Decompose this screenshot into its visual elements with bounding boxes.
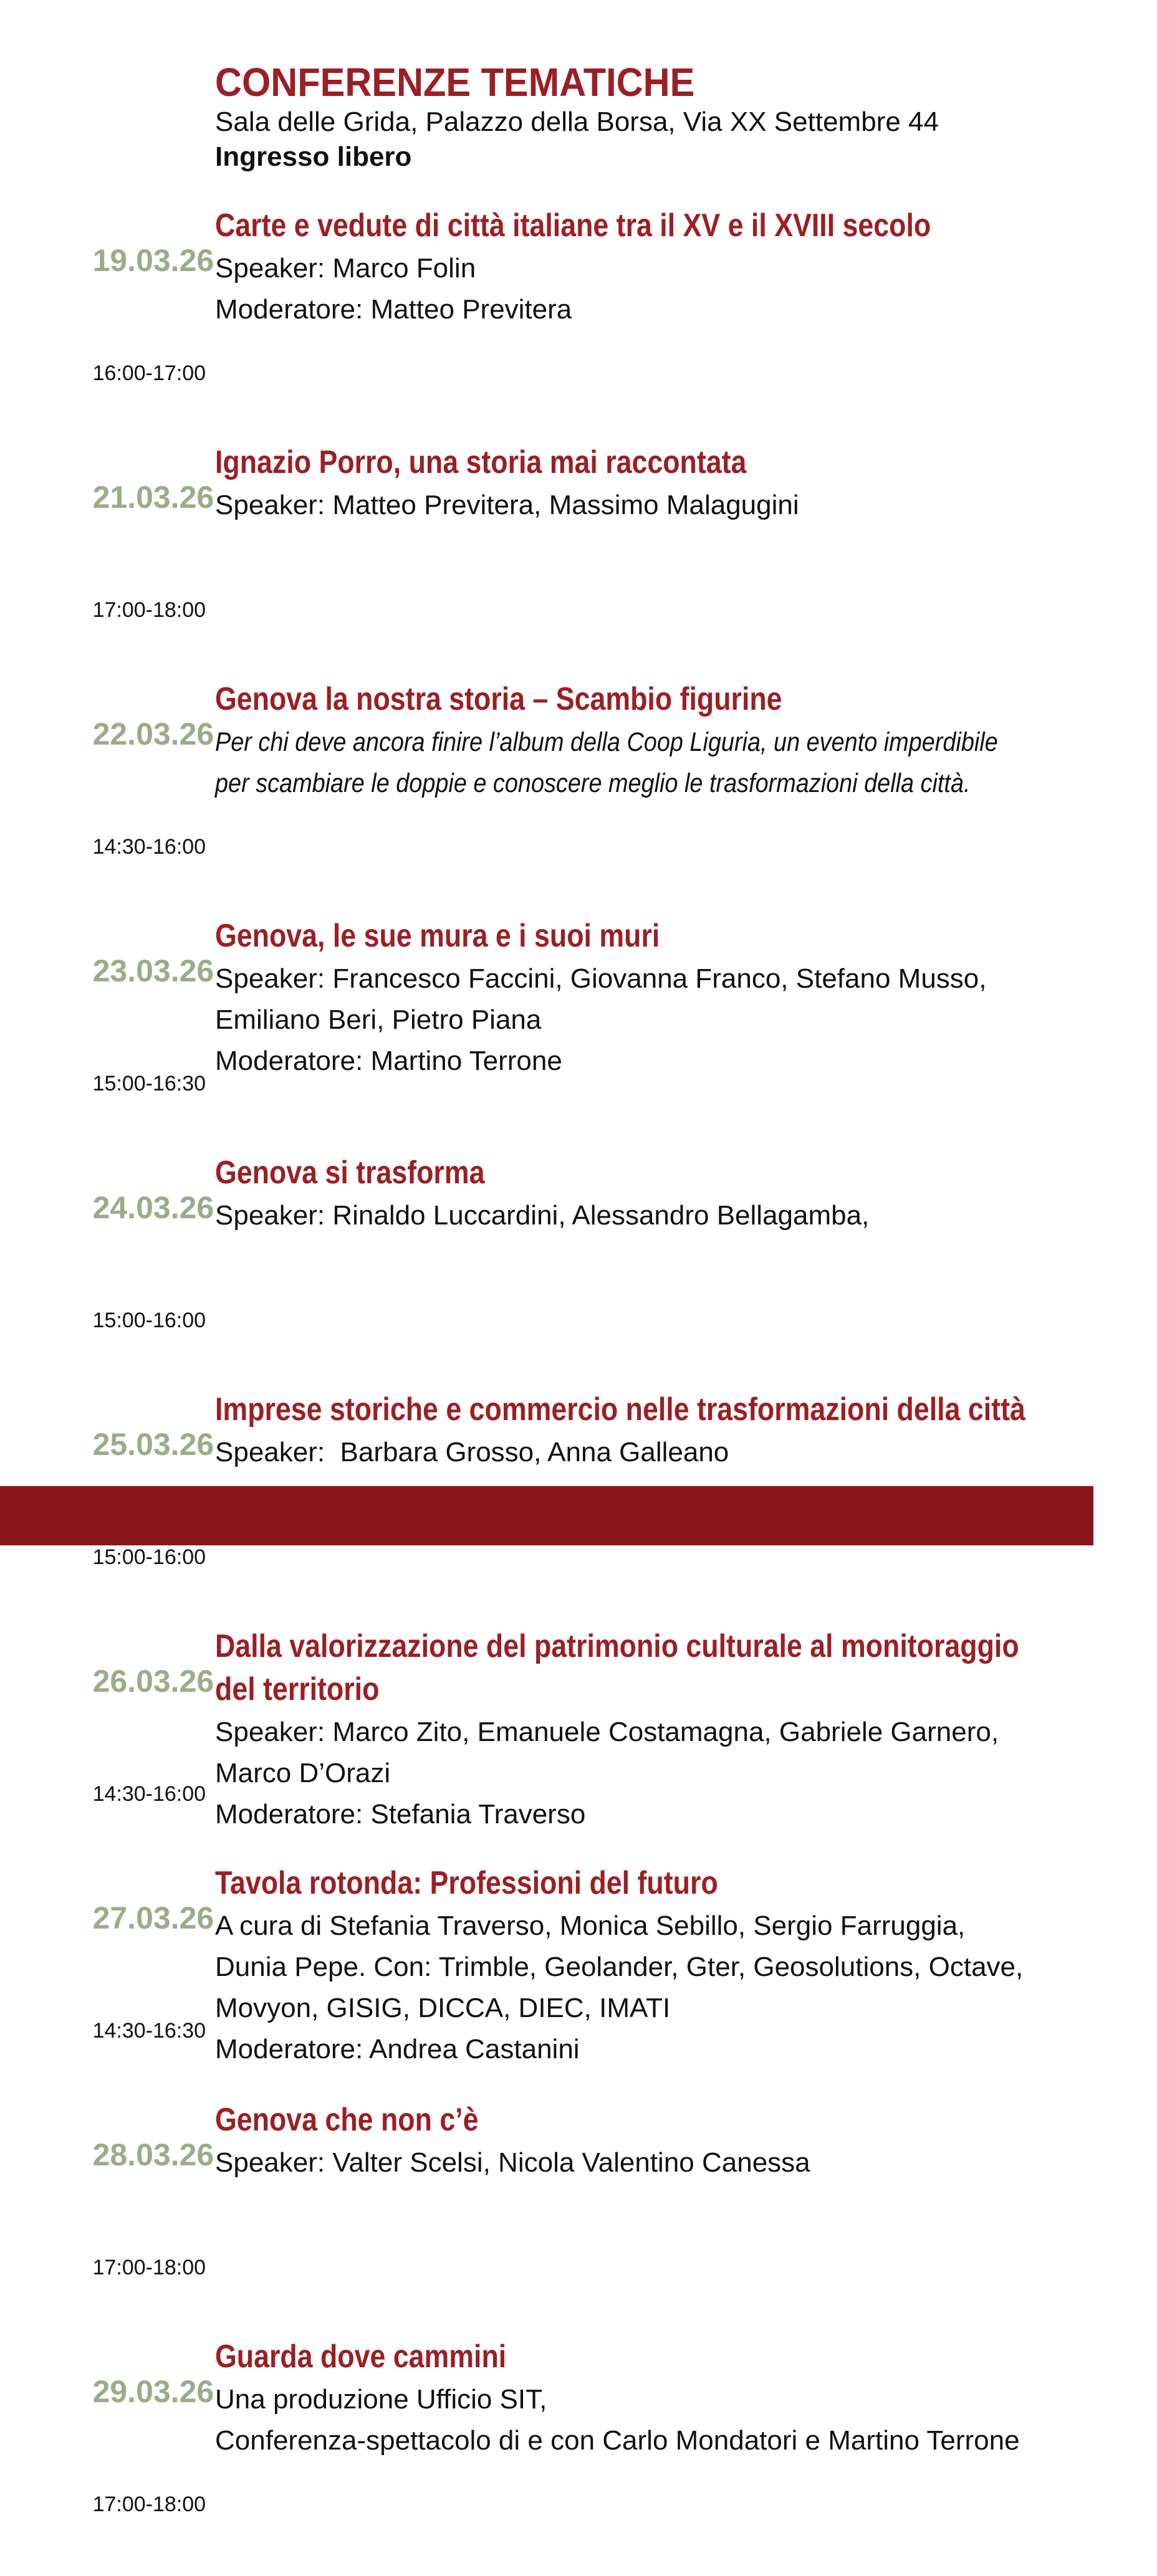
event-detail: Per chi deve ancora finire l’album della Coop Liguria, un evento imperdibile [215,727,998,757]
event-title: Genova, le sue mura e i suoi muri [215,918,660,954]
event-detail: Moderatore: Matteo Previtera [215,294,572,325]
event-time-line [70,1742,215,1851]
event-detail-line [215,1003,1068,1044]
event-detail: Dunia Pepe. Con: Trimble, Geolander, Gter, Geosolutions, Octave, [215,1952,1024,1982]
event-detail: Speaker: Matteo Previtera, Massimo Malagugini [215,490,799,520]
event-detail: Speaker: Valter Scelsi, Nicola Valentino Canessa [215,2147,810,2178]
event-time-line [70,2215,215,2324]
event-detail-line [215,2382,1068,2423]
event-date-line [70,1629,215,1742]
event-title: Carte e vedute di città italiane tra il XV e il XVIII secolo [215,208,931,244]
event-time-line [70,321,215,430]
event-title-line [215,1672,1150,1715]
event-date: 26.03.26 [92,1664,214,1699]
event-title-line [215,445,1068,488]
event-detail-line [215,1715,1150,1756]
event-time: 15:00-16:00 [92,1309,206,1332]
event-date-time [70,682,215,904]
event-detail: Speaker: Barbara Grosso, Anna Galleano [215,1437,729,1467]
event-date-line [70,1866,215,1978]
event-time: 17:00-18:00 [92,2256,206,2279]
event-time-line [70,2452,215,2561]
event-detail-line [215,1950,1068,1991]
event-time-line [70,794,215,904]
event-date-line [70,445,215,558]
event-time-line [70,1978,215,2087]
event-title: Genova si trasforma [215,1155,485,1191]
event-title-line [215,1866,1068,1909]
event-detail: Marco D’Orazi [215,1758,391,1788]
event-content [215,682,1105,904]
event-time: 14:30-16:30 [92,2019,206,2043]
event-detail-line [215,1198,1068,1239]
event-title-line [215,918,1068,961]
page-title: CONFERENZE TEMATICHE [215,60,695,105]
event-date: 25.03.26 [92,1427,214,1462]
event-detail: Movyon, GISIG, DICCA, DIEC, IMATI [215,1993,671,2023]
event-detail: Speaker: Marco Zito, Emanuele Costamagna, Gabriele Garnero, [215,1717,999,1747]
events-list [70,208,1068,2576]
event-date: 29.03.26 [92,2374,214,2409]
event-title-line [215,1629,1150,1672]
event-title-line [215,2339,1068,2382]
event-detail-line [215,1909,1068,1950]
event-detail-line [215,2032,1068,2073]
event-date-time [70,2102,215,2324]
admission-line: Ingresso libero [215,141,412,172]
event-date-line [70,682,215,794]
event-date-time [70,2339,215,2561]
event-title: Genova la nostra storia – Scambio figurine [215,681,782,717]
event-date: 19.03.26 [92,243,214,278]
event-date: 23.03.26 [92,953,214,988]
event-detail: Speaker: Rinaldo Luccardini, Alessandro Bellagamba, [215,1200,870,1231]
event-detail: per scambiare le doppie e conoscere meglio le trasformazioni della città. [215,768,971,798]
event-title: Guarda dove cammini [215,2339,507,2375]
event-detail-line [215,488,1068,529]
event-date-line [70,2102,215,2215]
event-detail-line [215,1435,1157,1476]
event-date: 21.03.26 [92,480,214,515]
event-title-line [215,682,1105,725]
event-row [70,1155,1068,1377]
event-title-line [215,1155,1068,1198]
event-date-time [70,445,215,667]
event-time: 15:00-16:30 [92,1072,206,1095]
event-date-time [70,1866,215,2087]
page-header [215,60,939,174]
event-detail: A cura di Stefania Traverso, Monica Sebillo, Sergio Farruggia, [215,1911,966,1941]
event-date: 22.03.26 [92,717,214,751]
event-date-line [70,1155,215,1268]
event-row [70,208,1068,430]
event-time: 14:30-16:00 [92,835,206,859]
event-time-line [70,1031,215,1140]
event-row [70,2339,1068,2561]
event-detail: Moderatore: Stefania Traverso [215,1799,586,1829]
event-time-line [70,1268,215,1377]
event-row [70,1629,1068,1851]
event-detail: Speaker: Francesco Faccini, Giovanna Franco, Stefano Musso, [215,963,987,994]
event-time-line [70,558,215,667]
event-title: Imprese storiche e commercio nelle trasformazioni della città [215,1391,1025,1428]
event-detail: Moderatore: Martino Terrone [215,1046,562,1076]
event-content [215,2102,1068,2324]
event-date-time [70,1155,215,1377]
event-content [215,1629,1150,1851]
venue-line: Sala delle Grida, Palazzo della Borsa, Via XX Settembre 44 [215,107,939,137]
event-content [215,445,1068,667]
event-row [70,445,1068,667]
event-detail-line [215,961,1068,1003]
event-detail-line [215,2145,1068,2187]
event-date: 24.03.26 [92,1190,214,1225]
event-date-line [70,918,215,1031]
event-date-time [70,208,215,430]
event-title: Tavola rotonda: Professioni del futuro [215,1865,718,1901]
event-detail-line [215,1044,1068,1085]
event-detail-line [215,251,1068,292]
event-time: 14:30-16:00 [92,1782,206,1806]
event-title-line [215,2102,1068,2145]
event-time: 17:00-18:00 [92,598,206,622]
event-detail: Speaker: Marco Folin [215,253,476,284]
event-date: 27.03.26 [92,1901,214,1935]
event-detail: Emiliano Beri, Pietro Piana [215,1004,542,1035]
event-time: 15:00-16:00 [92,1545,206,1569]
event-row [70,1866,1068,2087]
event-title-line [215,208,1068,251]
event-detail-line [215,1756,1150,1797]
event-detail-line [215,725,1105,766]
event-content [215,2339,1068,2561]
event-row [70,918,1068,1140]
event-content [215,1866,1068,2087]
event-title: del territorio [215,1671,380,1707]
event-detail: Moderatore: Andrea Castanini [215,2034,580,2064]
event-detail-line [215,766,1105,807]
event-title-line [215,1392,1157,1435]
event-date-time [70,1629,215,1851]
event-title: Genova che non c’è [215,2102,479,2138]
event-content [215,918,1068,1140]
event-detail-line [215,1797,1150,1838]
footer-bar [0,1485,1093,1545]
event-date-line [70,208,215,321]
event-detail-line [215,292,1068,333]
event-date: 28.03.26 [92,2137,214,2172]
event-time: 17:00-18:00 [92,2493,206,2516]
event-content [215,208,1068,430]
event-detail-line [215,1991,1068,2032]
event-content [215,1155,1068,1377]
event-date-line [70,2339,215,2452]
event-title: Ignazio Porro, una storia mai raccontata [215,444,747,480]
event-detail: Conferenza-spettacolo di e con Carlo Mondatori e Martino Terrone [215,2425,1020,2456]
event-row [70,682,1068,904]
event-detail-line [215,2423,1068,2464]
event-date-time [70,918,215,1140]
event-row [70,2102,1068,2324]
event-time: 16:00-17:00 [92,361,206,385]
event-detail: Una produzione Ufficio SIT, [215,2384,547,2415]
event-title: Dalla valorizzazione del patrimonio culturale al monitoraggio [215,1628,1019,1664]
